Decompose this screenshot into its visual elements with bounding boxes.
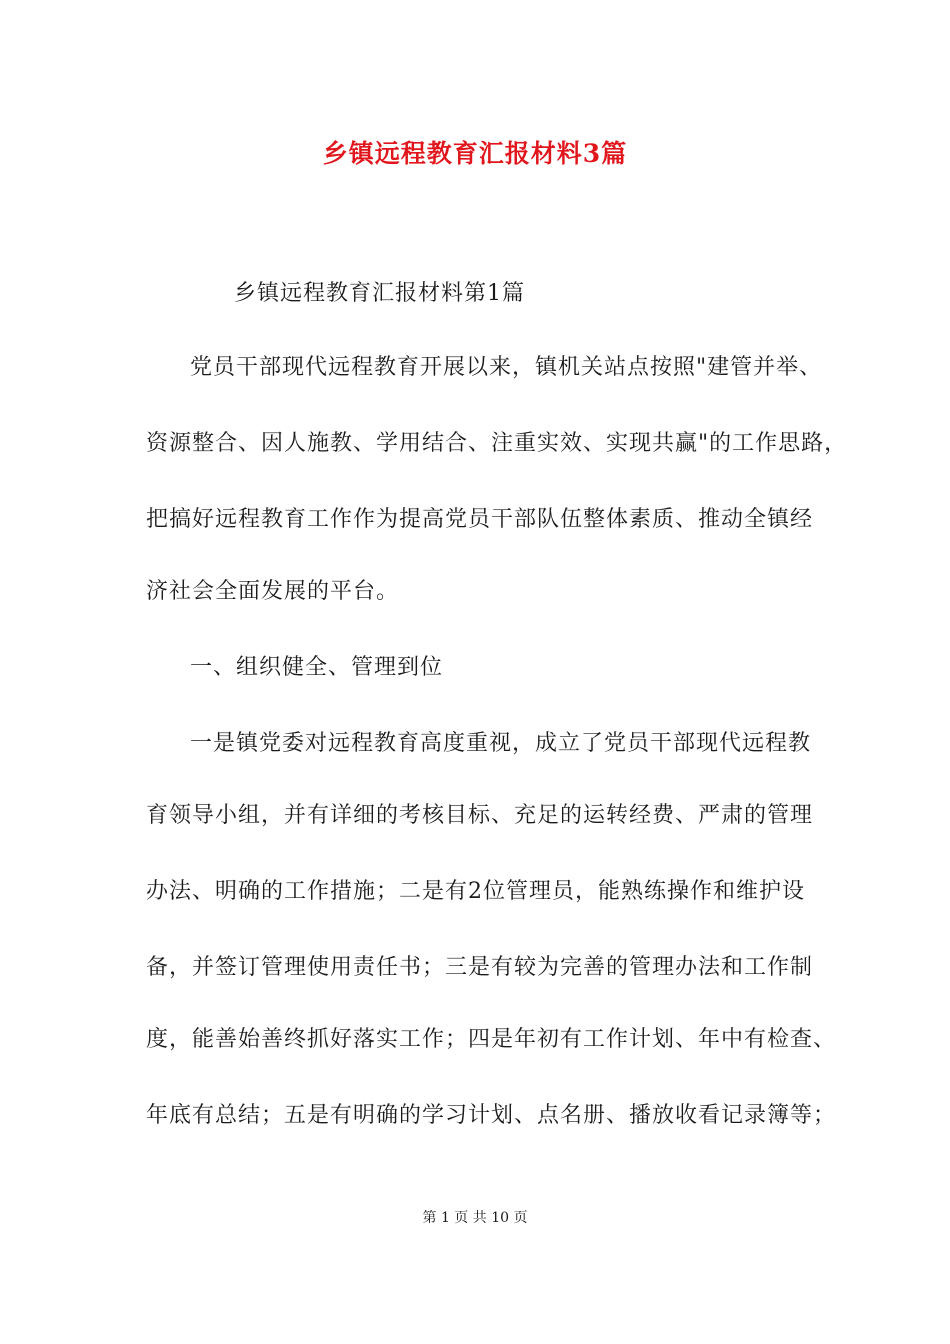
document-title: 乡镇远程教育汇报材料3篇 bbox=[322, 139, 628, 168]
paragraph-line-1: 党员干部现代远程教育开展以来，镇机关站点按照"建管并举、 bbox=[190, 355, 823, 380]
section-subtitle: 乡镇远程教育汇报材料第1篇 bbox=[234, 281, 525, 306]
paragraph-line-8: 备，并签订管理使用责任书；三是有较为完善的管理办法和工作制 bbox=[146, 955, 814, 980]
paragraph-line-2: 资源整合、因人施教、学用结合、注重实效、实现共赢"的工作思路， bbox=[146, 431, 848, 456]
section-heading-1: 一、组织健全、管理到位 bbox=[190, 655, 444, 680]
paragraph-line-4: 济社会全面发展的平台。 bbox=[146, 579, 400, 604]
paragraph-line-3: 把搞好远程教育工作作为提高党员干部队伍整体素质、推动全镇经 bbox=[146, 507, 814, 532]
paragraph-line-6: 育领导小组，并有详细的考核目标、充足的运转经费、严肃的管理 bbox=[146, 803, 814, 828]
paragraph-line-5: 一是镇党委对远程教育高度重视，成立了党员干部现代远程教 bbox=[190, 731, 812, 756]
paragraph-line-10: 年底有总结；五是有明确的学习计划、点名册、播放收看记录簿等； bbox=[146, 1103, 837, 1128]
paragraph-line-9: 度，能善始善终抓好落实工作；四是年初有工作计划、年中有检查、 bbox=[146, 1027, 837, 1052]
paragraph-line-7: 办法、明确的工作措施；二是有2位管理员，能熟练操作和维护设 bbox=[146, 879, 805, 904]
page-footer: 第 1 页 共 10 页 bbox=[422, 1210, 528, 1226]
